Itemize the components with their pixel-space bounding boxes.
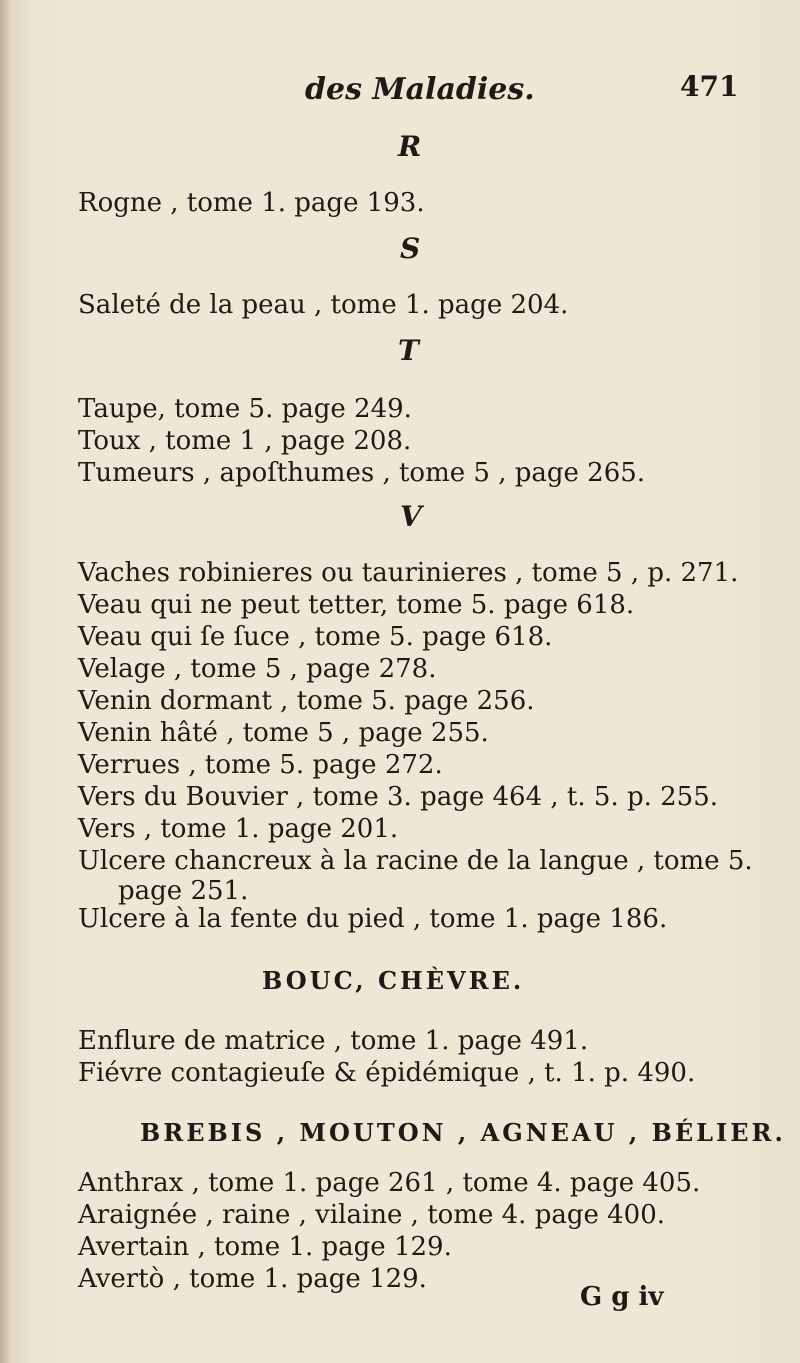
index-entry: Verrues , tome 5. page 272.	[78, 750, 443, 780]
index-entry: Veau qui ne peut tetter, tome 5. page 618.	[78, 590, 635, 620]
index-entry: Rogne , tome 1. page 193.	[78, 188, 425, 218]
index-entry: Tumeurs , apoſthumes , tome 5 , page 265.	[78, 458, 646, 488]
signature-mark: G g iv	[580, 1282, 664, 1312]
index-entry: Anthrax , tome 1. page 261 , tome 4. page 405.	[78, 1168, 701, 1198]
page-gutter	[0, 0, 10, 1363]
letter-heading-s: S	[400, 232, 421, 265]
index-entry: Ulcere à la fente du pied , tome 1. page 186.	[78, 904, 668, 934]
index-entry: Taupe, tome 5. page 249.	[78, 394, 412, 424]
index-entry: Venin dormant , tome 5. page 256.	[78, 686, 535, 716]
page-number: 471	[680, 70, 739, 103]
index-entry: Veau qui ſe ſuce , tome 5. page 618.	[78, 622, 553, 652]
section-heading-bouc-chevre: BOUC, CHÈVRE.	[262, 966, 525, 995]
index-entry-continuation: page 251.	[118, 876, 249, 906]
section-heading-brebis: BREBIS , MOUTON , AGNEAU , BÉLIER.	[140, 1118, 786, 1147]
letter-heading-v: V	[400, 500, 422, 533]
letter-heading-r: R	[398, 130, 422, 163]
index-entry: Araignée , raine , vilaine , tome 4. page 400.	[78, 1200, 666, 1230]
index-entry: Vers du Bouvier , tome 3. page 464 , t. 5. p. 255.	[78, 782, 719, 812]
index-entry: Venin hâté , tome 5 , page 255.	[78, 718, 489, 748]
index-entry: Avertain , tome 1. page 129.	[78, 1232, 452, 1262]
index-entry: Saleté de la peau , tome 1. page 204.	[78, 290, 569, 320]
index-entry: Ulcere chancreux à la racine de la langue , tome 5.	[78, 846, 753, 876]
index-entry: Vaches robinieres ou taurinieres , tome 5 , p. 271.	[78, 558, 739, 588]
letter-heading-t: T	[398, 334, 419, 367]
index-entry: Velage , tome 5 , page 278.	[78, 654, 437, 684]
index-entry: Enflure de matrice , tome 1. page 491.	[78, 1026, 589, 1056]
index-entry: Vers , tome 1. page 201.	[78, 814, 399, 844]
index-entry: Toux , tome 1 , page 208.	[78, 426, 412, 456]
running-title: des Maladies.	[305, 72, 535, 107]
index-entry: Avertò , tome 1. page 129.	[78, 1264, 427, 1294]
index-entry: Fiévre contagieuſe & épidémique , t. 1. p. 490.	[78, 1058, 696, 1088]
